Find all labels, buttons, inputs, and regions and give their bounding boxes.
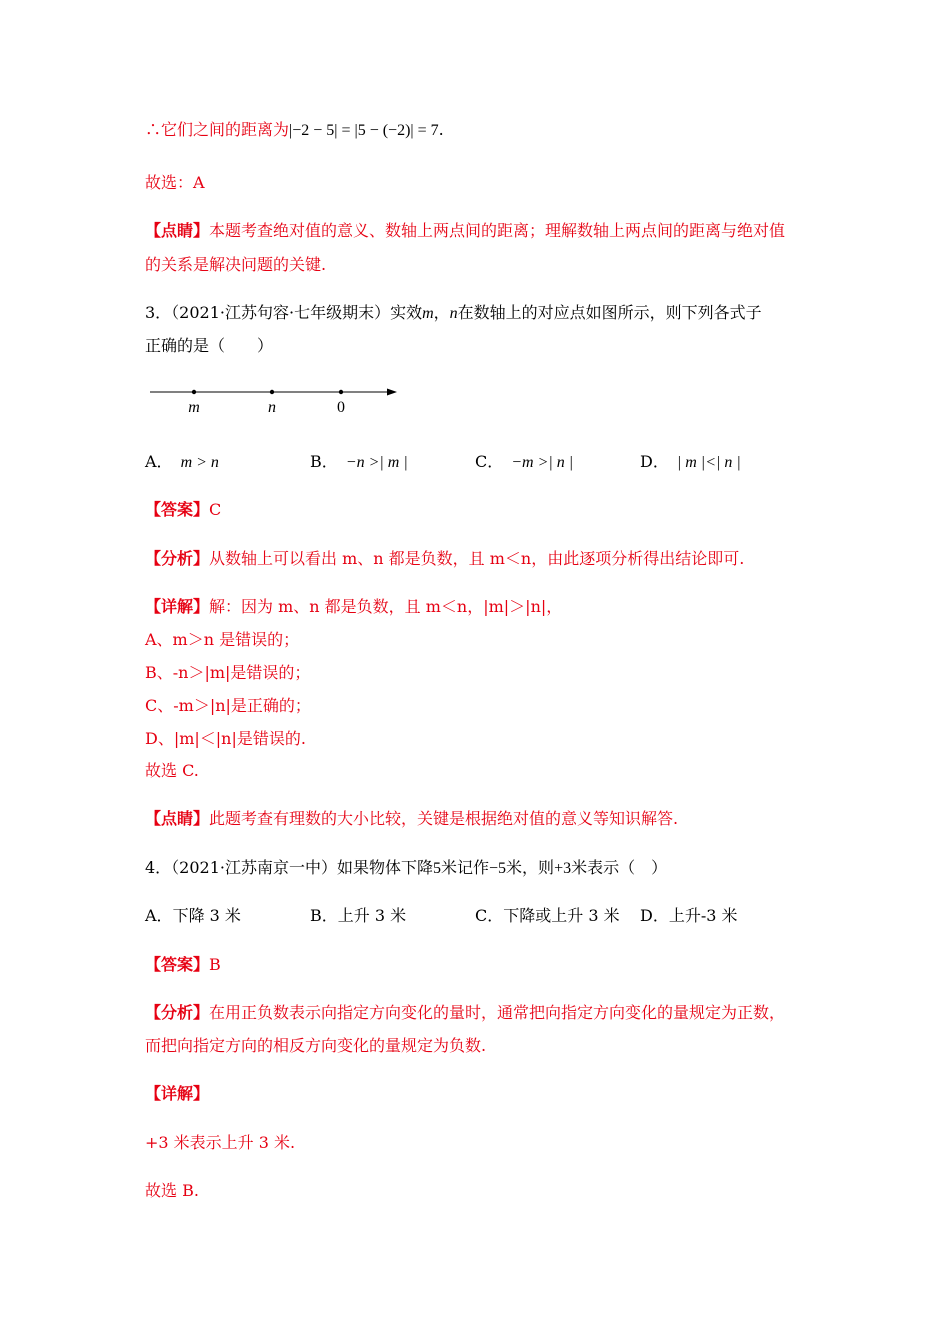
q3-detail-first — [145, 595, 562, 619]
choice-a-conclusion: 故选：A — [145, 173, 205, 192]
q4-detail-line: +3 米表示上升 3 米. — [145, 1133, 296, 1152]
q4-stem-part-a: 4．（2021·江苏南京一中）如果物体下降 — [145, 858, 433, 877]
detail-text: 解：因为 m、n 都是负数，且 m＜n，|m|＞|n|， — [209, 597, 563, 616]
comment-tag: 【点睛】 — [145, 809, 210, 828]
q4-option-a[interactable] — [145, 904, 241, 928]
analysis-text: 在用正负数表示向指定方向变化的量时，通常把向指定方向变化的量规定为正数， — [209, 1003, 786, 1022]
q3-answer — [145, 498, 221, 522]
comment-block-1-line-2: 的关系是解决问题的关键. — [145, 255, 327, 274]
option-letter: B． — [310, 452, 338, 471]
distance-expression: |−2 − 5| = |5 − (−2)| = 7 — [289, 122, 439, 139]
point-m — [192, 390, 196, 394]
q4-stem-part-b: 米记作 — [441, 858, 490, 877]
distance-end: . — [438, 120, 444, 139]
q3-comma: ， — [433, 303, 450, 322]
option-letter: D． — [640, 452, 669, 471]
q3-stem-part-a: 3．（2021·江苏句容·七年级期末）实效 — [145, 303, 423, 322]
option-letter: A． — [145, 452, 173, 471]
option-expression: | m |<| n | — [676, 454, 741, 471]
analysis-tag: 【分析】 — [145, 1003, 210, 1022]
option-expression: −n >| m | — [345, 454, 408, 471]
q3-detail-line: D、|m|＜|n|是错误的. — [145, 729, 306, 748]
analysis-text: 从数轴上可以看出 m、n 都是负数，且 m＜n，由此逐项分析得出结论即可. — [209, 549, 745, 568]
q3-var-n: n — [449, 305, 458, 322]
q4-detail-tag: 【详解】 — [145, 1084, 210, 1103]
q4-option-c[interactable] — [475, 904, 620, 928]
q3-var-m: m — [422, 305, 434, 322]
option-letter: D． — [640, 906, 669, 925]
q4-analysis-line-2: 而把向指定方向的相反方向变化的量规定为负数. — [145, 1036, 487, 1055]
distance-prefix: ∴它们之间的距离为 — [145, 120, 290, 139]
q4-stem — [145, 856, 667, 881]
q3-detail-line: C、-m＞|n|是正确的； — [145, 696, 311, 715]
q3-detail-line: B、-n＞|m|是错误的； — [145, 663, 311, 682]
distance-conclusion — [145, 118, 444, 143]
q4-analysis-line-1 — [145, 1001, 785, 1025]
option-expression: −m >| n | — [511, 454, 574, 471]
q4-number: −5 — [489, 860, 507, 877]
answer-value: C — [209, 500, 222, 519]
option-expression: m > n — [180, 454, 219, 471]
option-text: 下降或上升 3 米 — [503, 906, 620, 925]
q3-detail-line: A、m＞n 是错误的； — [145, 630, 300, 649]
q4-number: +3 — [554, 860, 572, 877]
q4-stem-part-c: 米，则 — [506, 858, 555, 877]
comment-block-1-line-1 — [145, 219, 785, 243]
label-n: n — [268, 399, 276, 416]
analysis-tag: 【分析】 — [145, 549, 210, 568]
option-text: 下降 3 米 — [172, 906, 241, 925]
q4-answer — [145, 953, 221, 977]
answer-tag: 【答案】 — [145, 955, 210, 974]
detail-tag: 【详解】 — [145, 597, 210, 616]
q4-number: 5 — [433, 860, 441, 877]
option-letter: B． — [310, 906, 338, 925]
q4-option-b[interactable] — [310, 904, 406, 928]
q3-stem-line-2: 正确的是（ ） — [145, 336, 274, 355]
comment-tag: 【点睛】 — [145, 221, 210, 240]
label-m: m — [188, 399, 200, 416]
option-text: 上升-3 米 — [668, 906, 738, 925]
q3-comment — [145, 807, 678, 831]
label-zero: 0 — [337, 399, 345, 416]
q3-stem-part-b: 在数轴上的对应点如图所示，则下列各式子 — [457, 303, 762, 322]
q4-option-d[interactable] — [640, 904, 738, 928]
comment-text: 此题考查有理数的大小比较，关键是根据绝对值的意义等知识解答. — [209, 809, 679, 828]
q3-option-d[interactable] — [640, 450, 741, 475]
q3-option-b[interactable] — [310, 450, 408, 475]
q3-analysis — [145, 547, 744, 571]
q3-option-c[interactable] — [475, 450, 573, 475]
option-letter: C． — [475, 906, 504, 925]
q3-stem-line-1 — [145, 301, 762, 326]
point-zero — [339, 390, 343, 394]
number-line-arrow-icon — [387, 389, 397, 396]
option-letter: A． — [145, 906, 173, 925]
q3-conclusion: 故选 C. — [145, 761, 199, 780]
q4-stem-part-d: 米表示（ ） — [571, 858, 668, 877]
option-letter: C． — [475, 452, 504, 471]
number-line-figure — [145, 375, 405, 420]
comment-text: 本题考查绝对值的意义、数轴上两点间的距离；理解数轴上两点间的距离与绝对值 — [209, 221, 786, 240]
answer-tag: 【答案】 — [145, 500, 210, 519]
answer-value: B — [209, 955, 221, 974]
q4-conclusion: 故选 B. — [145, 1181, 199, 1200]
point-n — [270, 390, 274, 394]
option-text: 上升 3 米 — [337, 906, 407, 925]
q3-option-a[interactable] — [145, 450, 219, 475]
